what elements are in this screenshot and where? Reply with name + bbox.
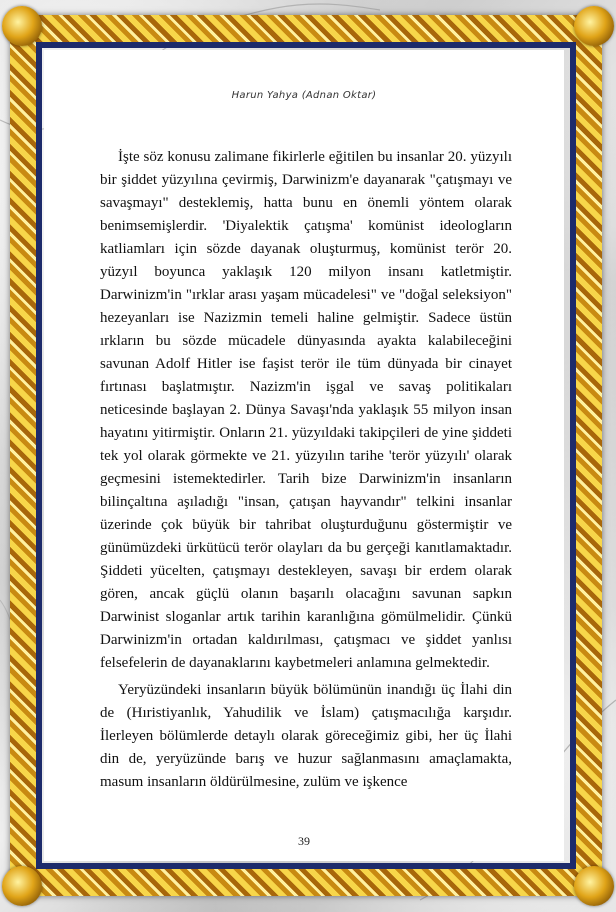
frame-corner-ornament-bottom-right: [574, 866, 614, 906]
frame-corner-ornament-bottom-left: [2, 866, 42, 906]
frame-corner-ornament-top-left: [2, 6, 42, 46]
page-number: 39: [298, 834, 310, 848]
frame-corner-ornament-top-right: [574, 6, 614, 46]
paragraph: İşte söz konusu zalimane fikirlerle eğitilen bu insanlar 20. yüzyılı bir şiddet yüzyılına çevirmiş, Darwinizm'e dayanarak "çatışmayı ve savaşmayı" desteklemiş, hatta bunu en önemli yöntem olarak benimsemişlerdir. 'Diyalektik çatışma' komünist ideologların katliamları için sözde dayanak oluşturmuş, komünist terör 20. yüzyıl boyunca yaklaşık 120 milyon insanı katletmiştir. Darwinizm'in "ırklar arası yaşam mücadelesi" ve "doğal seleksiyon" hezeyanları ise Nazizmin temeli haline gelmiştir. Sadece üstün ırkların bu sözde mücadele dünyasında ayakta kalabileceğini savunan Adolf Hitler ise faşist terör ile tüm dünyada bir cinayet fırtınası başlatmıştır. Nazizm'in işgal ve savaş politikaları neticesinde başlayan 2. Dünya Savaşı'nda yaklaşık 55 milyon insan hayatını yitirmiştir. Onların 21. yüzyıldaki takipçileri de yine şiddeti tek yol olarak görmekte ve 21. yüzyılın tarihe 'terör yüzyılı' olarak geçmesini istemektedirler. Tarih bize Darwinizm'in insanların bilinçaltına aşıladığı "insan, çatışan hayvandır" telkini insanlar üzerinde çok büyük bir tahribat oluşturduğunu göstermiştir ve günümüzdeki ürkütücü terör olayları da bu gerçeği kanıtlamaktadır. Şiddeti yücelten, çatışmayı destekleyen, savaşı bir erdem olarak gören, ancak güçlü olanın başarılı olacağını savunan sapkın Darwinist sloganlar artık tarihin karanlığına gömülmelidir. Çünkü Darwinizm'in ortadan kaldırılması, çatışmacı ve şiddet yanlısı felsefelerin de dayanaklarını kaybetmeleri anlamına gelmektedir.: [100, 149, 512, 671]
running-head: Harun Yahya (Adnan Oktar): [231, 90, 377, 101]
body-text: [100, 146, 512, 794]
paragraph: Yeryüzündeki insanların büyük bölümünün inandığı üç İlahi din de (Hıristiyanlık, Yahudilik ve İslam) çatışmacılığa karşıdır. İlerleyen bölümlerde detaylı olarak göreceğimiz gibi, her üç İlahi din de, yeryüzünde barış ve huzur sağlanmasını amaçlamakta, masum insanların öldürülmesine, zulüm ve işkence: [100, 682, 512, 790]
book-page: [44, 50, 564, 861]
